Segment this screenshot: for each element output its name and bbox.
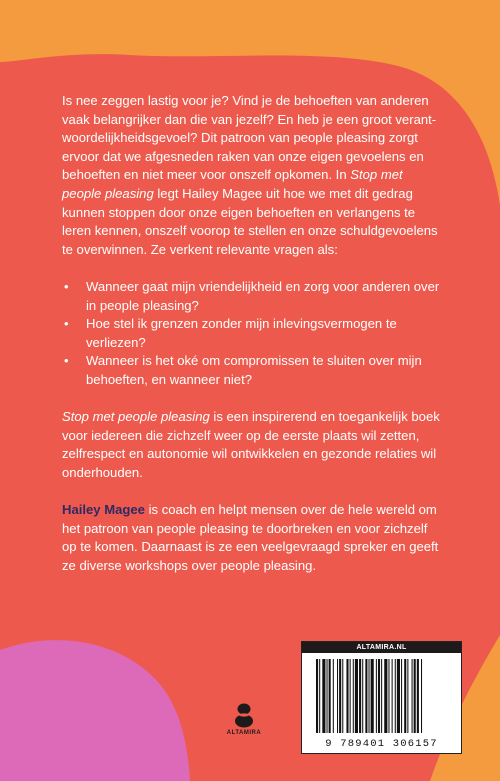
- intro-book-title: Stop met people pleasing: [62, 167, 403, 201]
- barcode-bar: [346, 659, 348, 733]
- barcode-bar: [327, 659, 328, 733]
- barcode-bar: [342, 659, 343, 733]
- barcode-bar: [392, 659, 393, 733]
- isbn-number: 9 789401 306157: [325, 738, 438, 750]
- barcode-bar: [350, 659, 351, 733]
- description-text: [62, 92, 440, 594]
- barcode-bar: [388, 659, 389, 733]
- intro-paragraph: [62, 92, 440, 259]
- barcode-bar: [412, 659, 413, 733]
- barcode-bar: [401, 659, 402, 733]
- author-bio-text: is coach en helpt mensen over de hele wereld om het patroon van people pleasing te doorbreken en voor zichzelf op te komen. Daarnaast is ze een veelgevraagd spreker en geeft ze diverse workshops over people pleasing.: [62, 502, 439, 573]
- barcode-bar: [329, 659, 331, 733]
- barcode-bar: [421, 659, 422, 733]
- intro-text-1: Is nee zeggen lastig voor je? Vind je de behoeften van anderen vaak belangrijker dan die van jezelf? En heb je een groot verantwoordelijkheidsgevoel? Dit patroon van people pleasing zorgt ervoor dat we afgesneden raken van onze eigen gevoelens en behoeften en niet meer voor onszelf opkomen. In: [62, 93, 437, 183]
- barcode-bar: [362, 659, 363, 733]
- barcode-bar: [316, 659, 318, 733]
- barcode-bar: [359, 659, 361, 733]
- author-name: Hailey Magee: [62, 502, 145, 518]
- barcode-bar: [378, 659, 380, 733]
- publisher-logo: [214, 702, 274, 736]
- author-paragraph: [62, 501, 440, 575]
- barcode-bar: [397, 659, 400, 733]
- barcode-bar: [414, 659, 416, 733]
- barcode-bar: [355, 659, 358, 733]
- question-item: • Wanneer gaat mijn vriendelijkheid en zorg voor anderen over in people pleasing?: [62, 278, 440, 315]
- intro-text-2: legt Hailey Magee uit hoe we met dit gedrag kunnen stoppen door onze eigen behoeften en verlangens te leren kennen, onszelf voorop te stellen en onze schuldgevoelens te overwinnen. Ze verkent relevante vragen als:: [62, 185, 438, 257]
- barcode-bar: [417, 659, 419, 733]
- summary-text: is een inspirerend en toegankelijk boek voor iedereen die zichzelf weer op de eerste plaats wil zetten, zelfrespect en autonomie wil ontwikkelen en gezonde relaties wil onderhouden.: [62, 409, 440, 480]
- barcode-bar: [319, 659, 320, 733]
- barcode-bars: [316, 659, 447, 733]
- altamira-logo-icon: [233, 702, 255, 728]
- barcode-bar: [353, 659, 354, 733]
- question-item: • Hoe stel ik grenzen zonder mijn inlevingsvermogen te verliezen?: [62, 315, 440, 352]
- question-list: [62, 278, 440, 390]
- barcode-bar: [404, 659, 406, 733]
- barcode-bar: [322, 659, 325, 733]
- barcode-bar: [333, 659, 334, 733]
- publisher-name: ALTAMIRA: [226, 730, 262, 736]
- barcode-box: [301, 641, 462, 754]
- summary-book-title: Stop met people pleasing: [62, 409, 210, 425]
- barcode-bar: [376, 659, 377, 733]
- barcode-bar: [384, 659, 387, 733]
- barcode-bar: [407, 659, 408, 733]
- publisher-website: ALTAMIRA.NL: [302, 642, 461, 653]
- question-item: • Wanneer is het oké om compromissen te sluiten over mijn behoeften, en wanneer niet?: [62, 352, 440, 389]
- barcode-bar: [337, 659, 338, 733]
- summary-paragraph: [62, 408, 440, 482]
- barcode-bar: [371, 659, 374, 733]
- barcode-bar: [369, 659, 370, 733]
- barcode-bar: [339, 659, 341, 733]
- barcode-bar: [365, 659, 367, 733]
- barcode-bar: [395, 659, 396, 733]
- barcode-bar: [381, 659, 382, 733]
